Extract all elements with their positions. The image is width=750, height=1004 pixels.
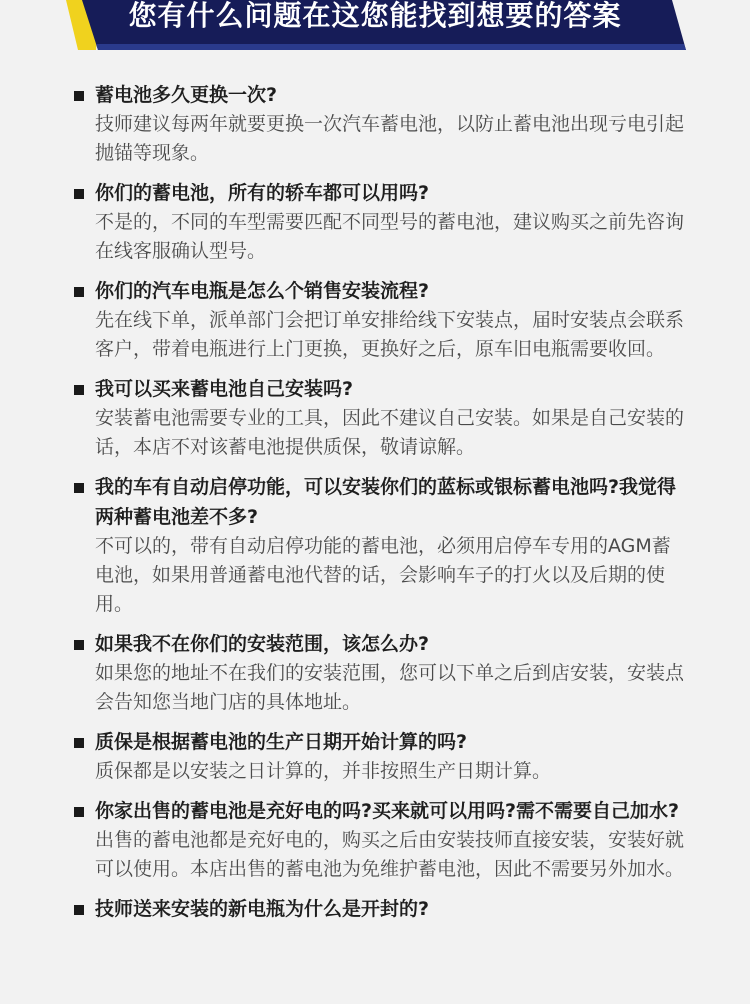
- faq-item: [74, 894, 684, 924]
- faq-list: [74, 80, 684, 934]
- faq-item: [74, 276, 684, 364]
- square-bullet-icon: [74, 738, 84, 748]
- faq-item: [74, 472, 684, 619]
- square-bullet-icon: [74, 640, 84, 650]
- faq-question: 我可以买来蓄电池自己安装吗?: [95, 378, 354, 400]
- faq-question: 你们的蓄电池，所有的轿车都可以用吗?: [95, 182, 430, 204]
- faq-answer: 质保都是以安装之日计算的，并非按照生产日期计算。: [95, 760, 552, 782]
- page-title: 您有什么问题在这您能找到想要的答案: [128, 0, 622, 32]
- faq-item: [74, 796, 684, 884]
- faq-item: [74, 178, 684, 266]
- faq-answer: 安装蓄电池需要专业的工具，因此不建议自己安装。如果是自己安装的话，本店不对该蓄电池提供质保，敬请谅解。: [95, 407, 685, 458]
- square-bullet-icon: [74, 385, 84, 395]
- faq-question: 我的车有自动启停功能，可以安装你们的蓝标或银标蓄电池吗?我觉得两种蓄电池差不多?: [95, 476, 677, 528]
- faq-item: [74, 80, 684, 168]
- banner-highlight-edge: [96, 44, 686, 50]
- faq-item: [74, 374, 684, 462]
- faq-question: 如果我不在你们的安装范围，该怎么办?: [95, 633, 430, 655]
- square-bullet-icon: [74, 189, 84, 199]
- faq-question: 质保是根据蓄电池的生产日期开始计算的吗?: [95, 731, 468, 753]
- faq-answer: 技师建议每两年就要更换一次汽车蓄电池，以防止蓄电池出现亏电引起抛锚等现象。: [95, 113, 685, 164]
- faq-answer: 不可以的，带有自动启停功能的蓄电池，必须用启停车专用的AGM蓄电池，如果用普通蓄电池代替的话，会影响车子的打火以及后期的使用。: [95, 535, 671, 615]
- header-banner: [0, 0, 750, 52]
- faq-question: 你家出售的蓄电池是充好电的吗?买来就可以用吗?需不需要自己加水?: [95, 800, 680, 822]
- square-bullet-icon: [74, 807, 84, 817]
- square-bullet-icon: [74, 905, 84, 915]
- faq-answer: 不是的，不同的车型需要匹配不同型号的蓄电池，建议购买之前先咨询在线客服确认型号。: [95, 211, 685, 262]
- faq-question: 蓄电池多久更换一次?: [95, 84, 278, 106]
- faq-question: 技师送来安装的新电瓶为什么是开封的?: [95, 898, 430, 920]
- faq-answer: 如果您的地址不在我们的安装范围，您可以下单之后到店安装，安装点会告知您当地门店的具体地址。: [95, 662, 685, 713]
- square-bullet-icon: [74, 91, 84, 101]
- faq-answer: 出售的蓄电池都是充好电的，购买之后由安装技师直接安装，安装好就可以使用。本店出售的蓄电池为免维护蓄电池，因此不需要另外加水。: [95, 829, 685, 880]
- faq-question: 你们的汽车电瓶是怎么个销售安装流程?: [95, 280, 430, 302]
- faq-item: [74, 629, 684, 717]
- faq-item: [74, 727, 684, 786]
- faq-answer: 先在线下单，派单部门会把订单安排给线下安装点，届时安装点会联系客户，带着电瓶进行上门更换，更换好之后，原车旧电瓶需要收回。: [95, 309, 685, 360]
- square-bullet-icon: [74, 483, 84, 493]
- square-bullet-icon: [74, 287, 84, 297]
